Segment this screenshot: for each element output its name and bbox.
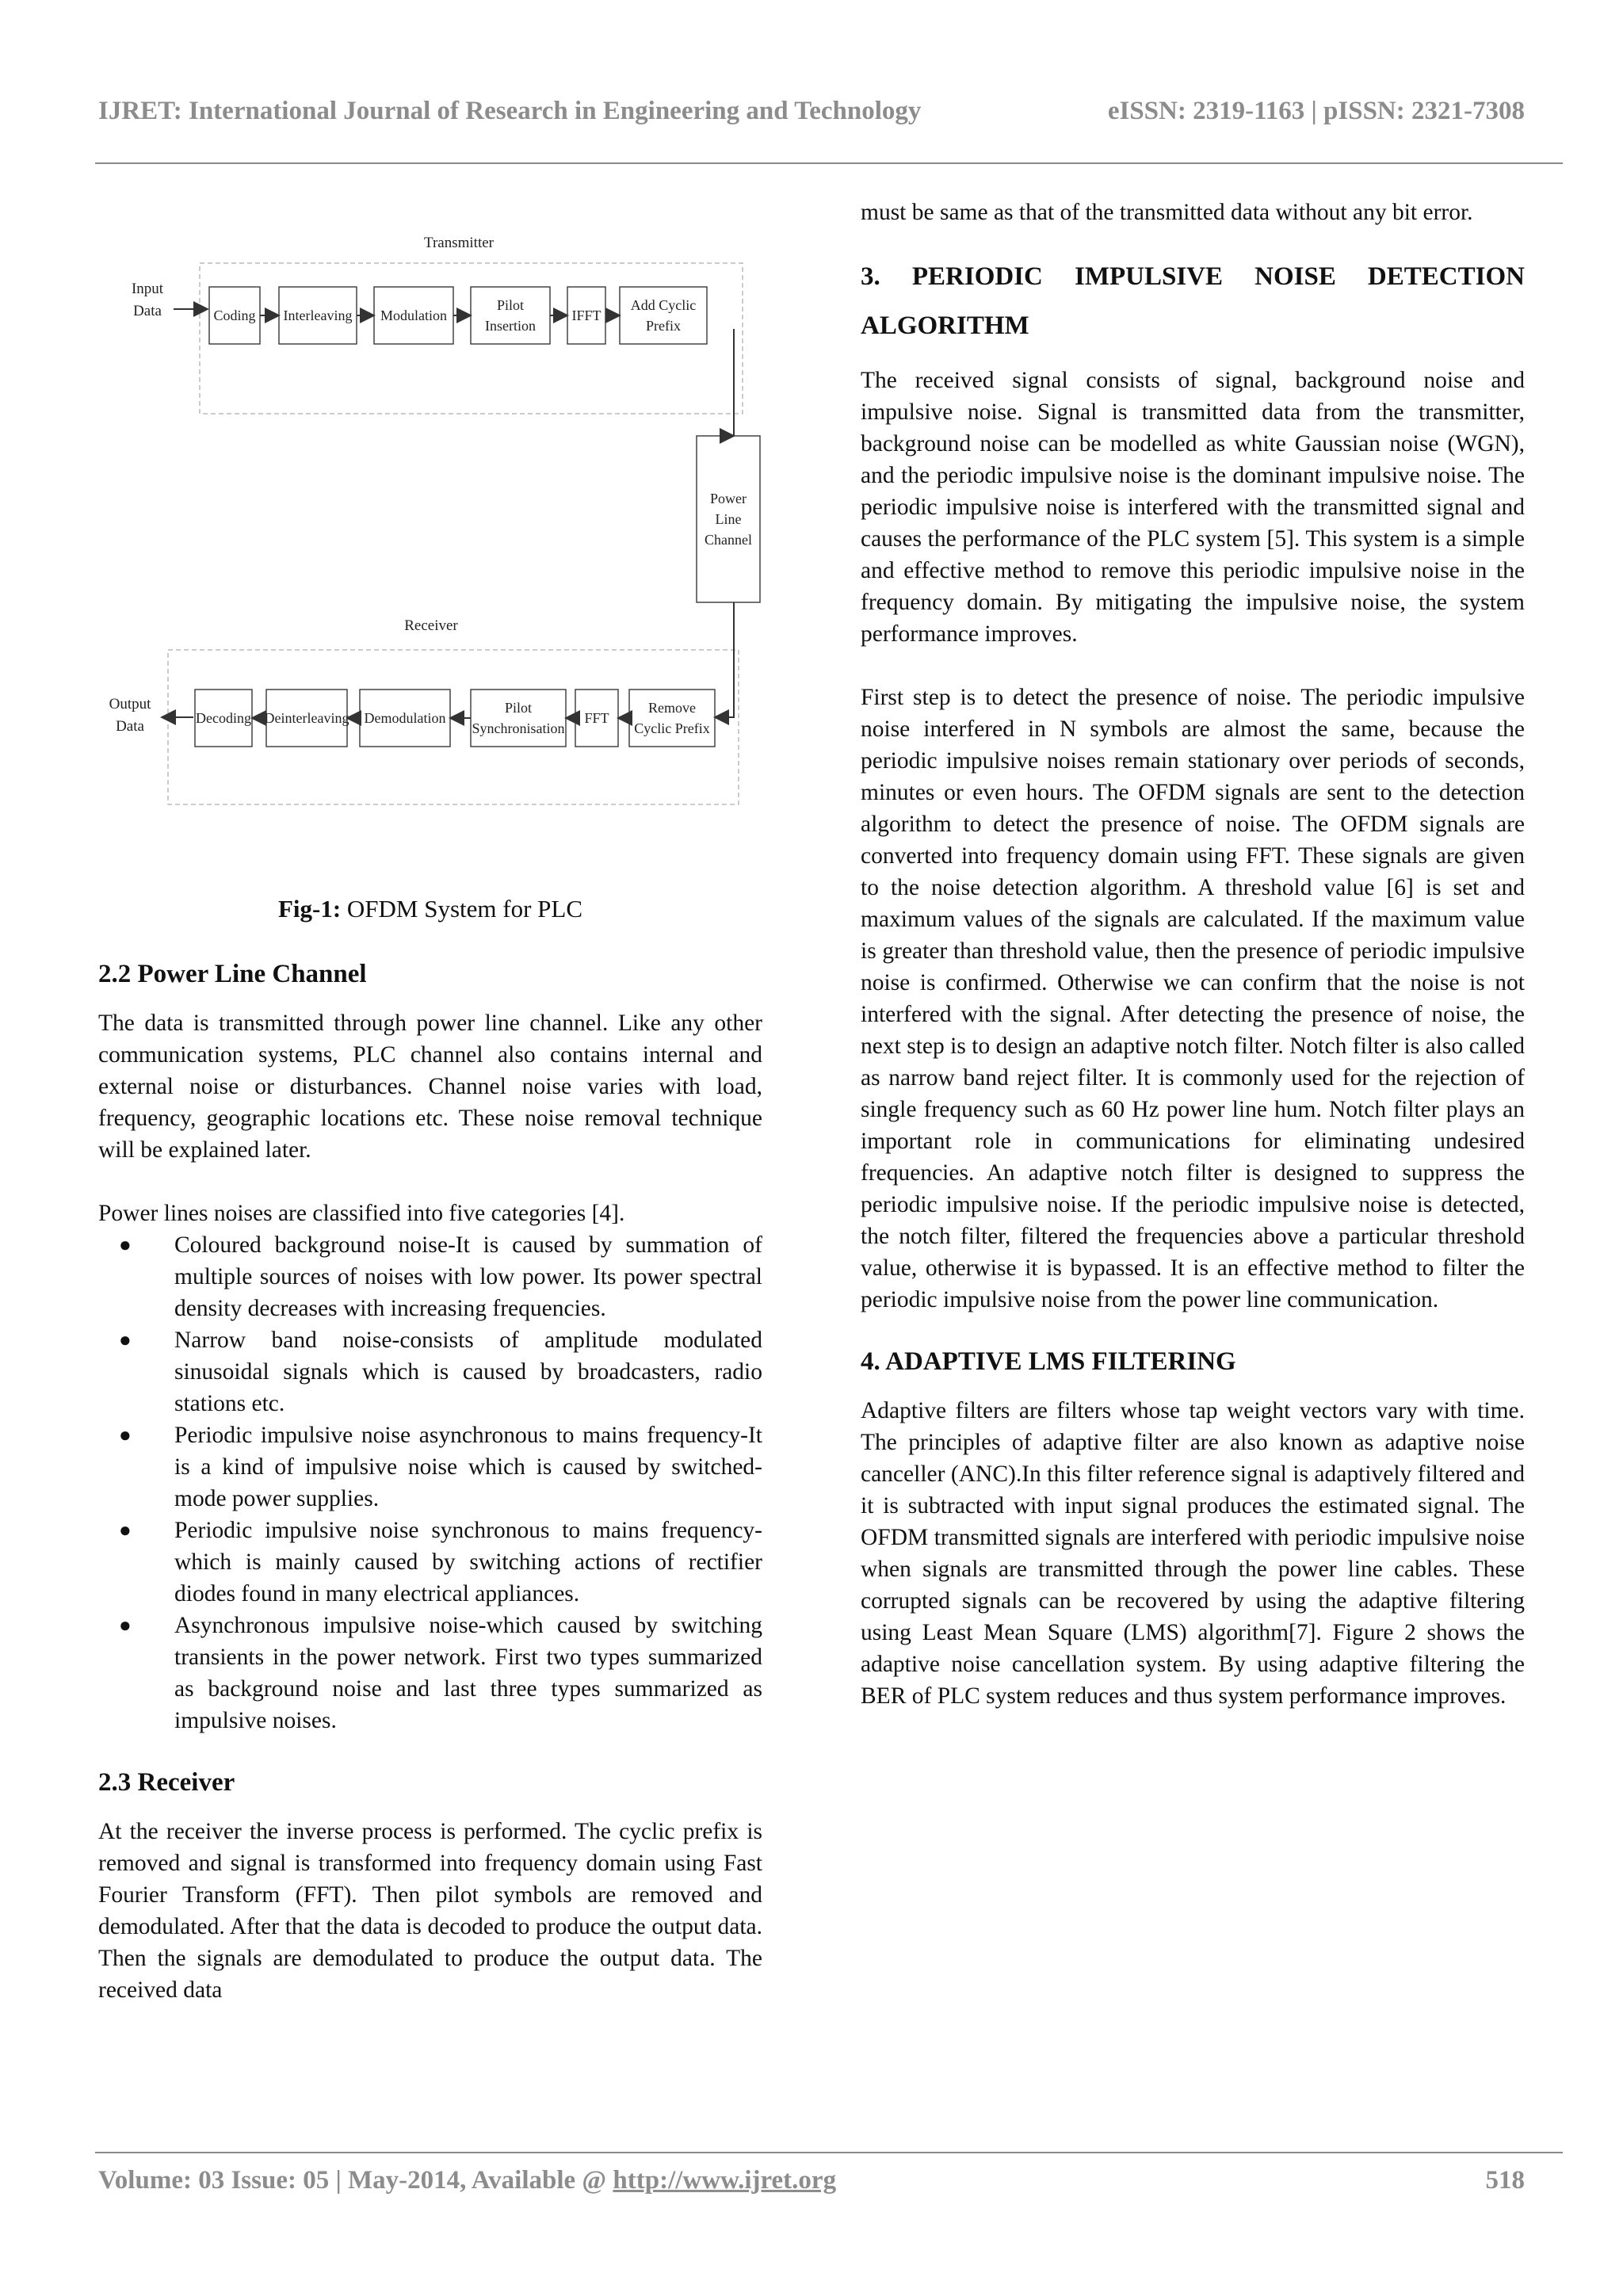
tx-block-3-label: Pilot — [496, 297, 525, 313]
paragraph-categories: Power lines noises are classified into five categories [4]. — [98, 1201, 625, 1226]
rx-block-3-label: Synchronisation — [472, 720, 565, 736]
rx-block-4 — [575, 690, 618, 747]
list-item-text: Asynchronous impulsive noise-which caused by switching transients in the power network. First two types summarized as background noise and last three types summarized as impulsive noises. — [174, 1613, 762, 1733]
tx-block-3-label: Insertion — [485, 318, 536, 334]
journal-title: IJRET: International Journal of Research in Engineering and Technology — [98, 97, 922, 125]
ofdm-block-diagram — [98, 222, 796, 840]
tx-block-2 — [374, 287, 453, 344]
tx-block-2-label: Modulation — [380, 308, 447, 323]
rx-block-5 — [629, 690, 715, 747]
bullet-icon: ● — [119, 1519, 132, 1541]
tx-block-1 — [279, 287, 357, 344]
tx-block-0-label: Coding — [213, 308, 256, 323]
power-line-channel-block-label: Line — [715, 511, 742, 527]
right-column — [861, 197, 1525, 1712]
power-line-channel-block-label: Channel — [705, 532, 752, 548]
footer-volume — [98, 2166, 836, 2195]
paragraph-power-line: The data is transmitted through power line channel. Like any other communication systems, PLC channel also contains internal and external noise or disturbances. Channel noise varies with load, frequency, geographic locations etc. These noise removal technique will be explained later. — [98, 1010, 762, 1163]
tx-block-3 — [471, 287, 550, 344]
paragraph-s3-1: The received signal consists of signal, background noise and impulsive noise. Signal is transmitted data from the transmitter, background noise can be modelled as white Gaussian noise (WGN), and the periodic impulsive noise is the dominant impulsive noise. The periodic impulsive noise is interfered with the transmitted signal and causes the performance of the PLC system [5]. This system is a simple and effective method to remove this periodic impulsive noise in the frequency domain. By mitigating the impulsive noise, the system performance improves. — [861, 368, 1525, 647]
list-item-text: Narrow band noise-consists of amplitude modulated sinusoidal signals which is caused by broadcasters, radio stations etc. — [174, 1328, 762, 1416]
page-number: 518 — [1485, 2166, 1525, 2195]
bullet-icon: ● — [119, 1423, 132, 1446]
section-heading-power-line: 2.2 Power Line Channel — [98, 960, 367, 988]
rx-block-4-label: FFT — [584, 710, 609, 726]
list-item — [98, 1229, 762, 1324]
header-rule — [95, 162, 1563, 164]
tx-block-5-label: Prefix — [646, 318, 681, 334]
rx-block-0-label: Decoding — [196, 710, 251, 726]
bullet-icon: ● — [119, 1614, 132, 1637]
receiver-label: Receiver — [404, 617, 458, 634]
transmitter-label: Transmitter — [424, 235, 494, 251]
tx-block-5-label: Add Cyclic — [630, 297, 697, 313]
left-column — [98, 939, 762, 2006]
rx-block-0 — [195, 690, 252, 747]
footer-url-link[interactable]: http://www.ijret.org — [613, 2166, 837, 2195]
running-header — [98, 97, 1525, 133]
tx-block-4-label: IFFT — [571, 308, 601, 323]
output-data-label: Output — [109, 696, 151, 712]
list-item-text: Coloured background noise-It is caused by summation of multiple sources of noises with low power. Its power spectral density decreases with increasing frequencies. — [174, 1232, 762, 1321]
rx-block-5-label: Remove — [648, 700, 696, 716]
power-line-channel-block-label: Power — [710, 491, 747, 506]
bullet-icon: ● — [119, 1328, 132, 1351]
list-item — [98, 1515, 762, 1610]
power-line-channel-block — [697, 436, 760, 602]
tx-block-0 — [209, 287, 260, 344]
list-item — [98, 1610, 762, 1736]
bullet-icon: ● — [119, 1233, 132, 1256]
channel-to-rx-line — [715, 602, 734, 717]
rx-block-3-label: Pilot — [504, 700, 533, 716]
rx-block-1-label: Deinterleaving — [264, 710, 349, 726]
list-item — [98, 1324, 762, 1419]
list-item — [98, 1419, 762, 1515]
output-data-label-2: Data — [116, 718, 144, 735]
paragraph-s4: Adaptive filters are filters whose tap weight vectors vary with time. The principles of adaptive filter are also known as adaptive noise canceller (ANC).In this filter reference signal is adaptively filtered and it is subtracted with input signal produces the estimated signal. The OFDM transmitted signals are interfered with periodic impulsive noise when signals are transmitted through the power line cables. These corrupted signals can be recovered by using the adaptive filtering using Least Mean Square (LMS) algorithm[7]. Figure 2 shows the adaptive noise cancellation system. By using adaptive filtering the BER of PLC system reduces and thus system performance improves. — [861, 1398, 1525, 1709]
paragraph-receiver: At the receiver the inverse process is performed. The cyclic prefix is removed and signal is transformed into frequency domain using Fast Fourier Transform (FFT). Then pilot symbols are removed and demodulated. After that the data is decoded to produce the output data. Then the signals are demodulated to produce the output data. The received data — [98, 1819, 762, 2003]
footer-volume-text: Volume: 03 Issue: 05 | May-2014, Available @ — [98, 2166, 613, 2195]
paragraph-s3-2: First step is to detect the presence of noise. The periodic impulsive noise interfered in N symbols are almost the same, because the periodic impulsive noises remain stationary over periods of seconds, minutes or even hours. The OFDM signals are sent to the detection algorithm to detect the presence of noise. The OFDM signals are converted into frequency domain using FFT. These signals are given to the noise detection algorithm. A threshold value [6] is set and maximum values of the signals are calculated. If the maximum value is greater than threshold value, then the presence of periodic impulsive noise is confirmed. Otherwise we can confirm that the noise is not interfered with the signal. After detecting the presence of noise, the next step is to design an adaptive notch filter. Notch filter is also called as narrow band reject filter. It is commonly used for the rejection of single frequency such as 60 Hz power line hum. Notch filter plays an important role in communications for eliminating undesired frequencies. An adaptive notch filter is designed to suppress the periodic impulsive noise. If the periodic impulsive noise is detected, the notch filter, filtered the frequencies above a particular threshold value, otherwise it is bypassed. It is an effective method to filter the periodic impulsive noise from the power line communication. — [861, 685, 1525, 1312]
tx-block-4 — [567, 287, 605, 344]
issn-text: eISSN: 2319-1163 | pISSN: 2321-7308 — [1107, 97, 1525, 125]
rx-block-1 — [265, 690, 349, 747]
list-item-text: Periodic impulsive noise asynchronous to mains frequency-It is a kind of impulsive noise which is caused by switched-mode power supplies. — [174, 1423, 762, 1511]
figure-caption — [98, 893, 762, 925]
paragraph-continued: must be same as that of the transmitted data without any bit error. — [861, 200, 1473, 225]
section-heading-receiver: 2.3 Receiver — [98, 1768, 235, 1797]
tx-block-5 — [620, 287, 707, 344]
footer-rule — [95, 2152, 1563, 2153]
input-data-label: Input — [131, 281, 164, 297]
figure-caption-label: Fig-1: — [277, 895, 342, 923]
figure-caption-text: OFDM System for PLC — [341, 895, 583, 923]
rx-block-3 — [471, 690, 566, 747]
rx-block-2 — [360, 690, 450, 747]
section-heading-3: 3. PERIODIC IMPULSIVE NOISE DETECTION ALGORITHM — [861, 262, 1525, 340]
rx-block-2-label: Demodulation — [364, 710, 446, 726]
list-item-text: Periodic impulsive noise synchronous to mains frequency-which is mainly caused by switching actions of rectifier diodes found in many electrical appliances. — [174, 1518, 762, 1606]
input-data-label-2: Data — [133, 303, 162, 319]
rx-block-5-label: Cyclic Prefix — [634, 720, 710, 736]
tx-block-1-label: Interleaving — [283, 308, 353, 323]
section-heading-4: 4. ADAPTIVE LMS FILTERING — [861, 1347, 1236, 1376]
noise-category-list — [98, 1229, 762, 1736]
